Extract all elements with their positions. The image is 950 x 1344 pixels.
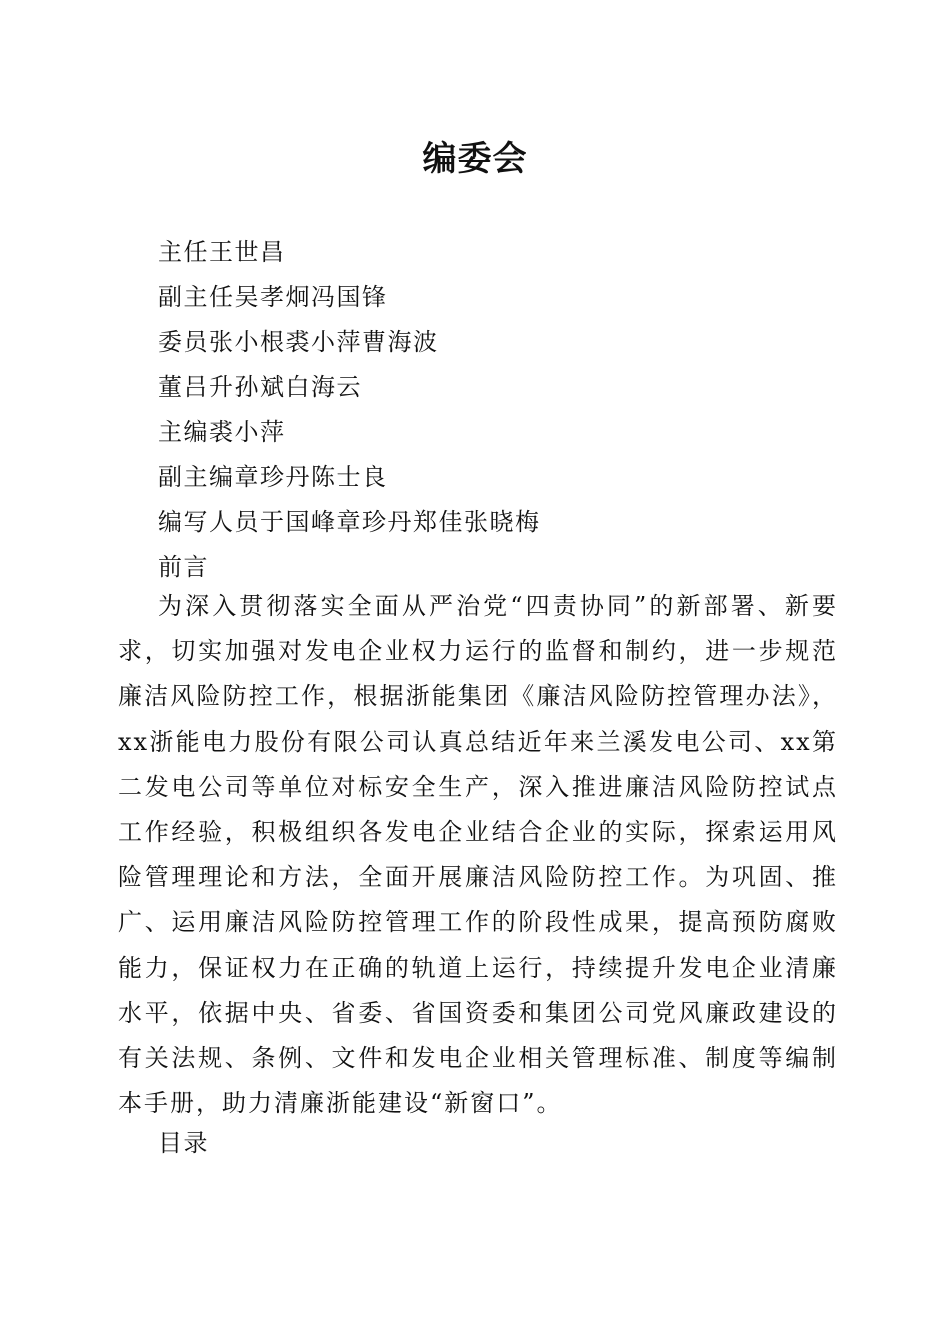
committee-deputy-chief-editor: 副主编章珍丹陈士良 [158, 463, 388, 491]
toc-heading: 目录 [158, 1129, 209, 1157]
committee-chief-editor: 主编裘小萍 [158, 418, 286, 446]
page-title: 编委会 [422, 139, 528, 179]
committee-director: 主任王世昌 [158, 238, 286, 266]
committee-members: 委员张小根裘小萍曹海波 [158, 328, 439, 356]
preface-paragraph: 为深入贯彻落实全面从严治党“四责协同”的新部署、新要求，切实加强对发电企业权力运行的监督和制约，进一步规范廉洁风险防控工作，根据浙能集团《廉洁风险防控管理办法》，xx浙能电力股份有限公司认真总结近年来兰溪发电公司、xx第二发电公司等单位对标安全生产，深入推进廉洁风险防控试点工作经验，积极组织各发电企业结合企业的实际，探索运用风险管理理论和方法，全面开展廉洁风险防控工作。为巩固、推广、运用廉洁风险防控管理工作的阶段性成果，提高预防腐败能力，保证权力在正确的轨道上运行，持续提升发电企业清廉水平，依据中央、省委、省国资委和集团公司党风廉政建设的有关法规、条例、文件和发电企业相关管理标准、制度等编制本手册，助力清廉浙能建设“新窗口”。 [118, 592, 838, 1118]
committee-members-continued: 董吕升孙斌白海云 [158, 373, 362, 401]
preface-heading: 前言 [158, 553, 209, 581]
committee-writers: 编写人员于国峰章珍丹郑佳张晓梅 [158, 508, 541, 536]
committee-deputy-director: 副主任吴孝炯冯国锋 [158, 283, 388, 311]
